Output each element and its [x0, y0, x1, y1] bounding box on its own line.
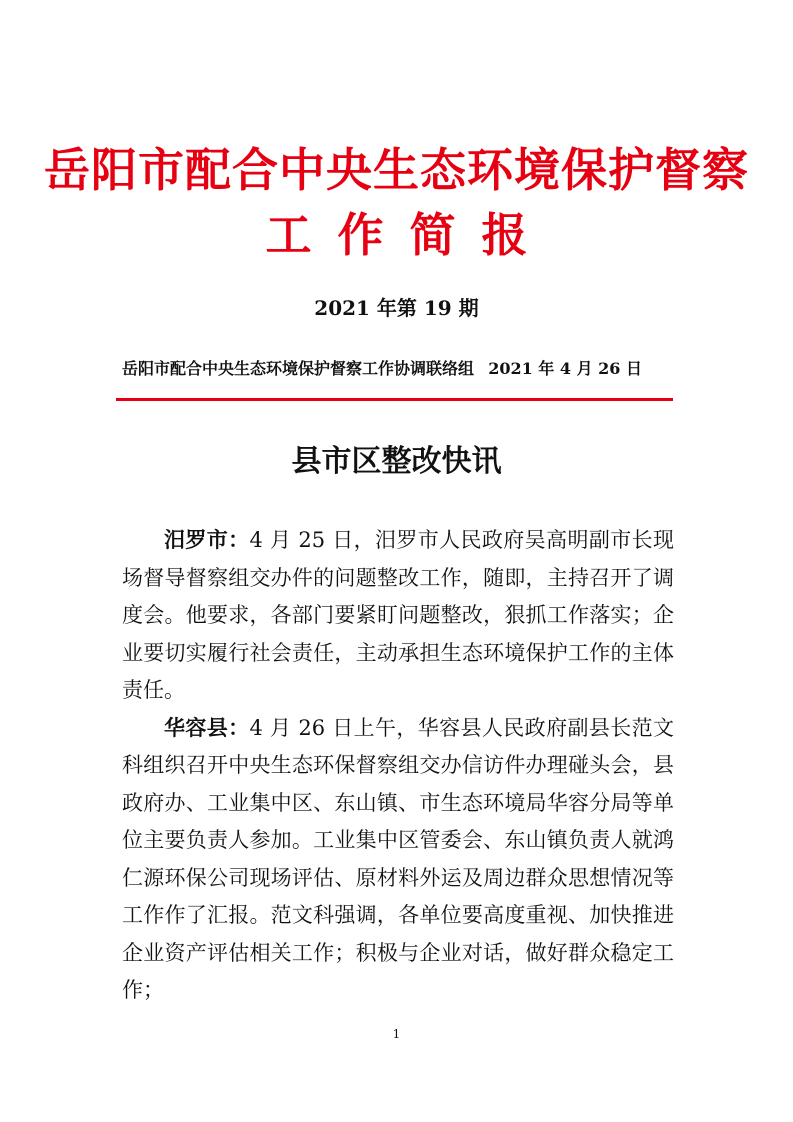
masthead-title: 岳阳市配合中央生态环境保护督察 — [44, 143, 749, 197]
issue-date: 2021 年 4 月 26 日 — [488, 359, 642, 378]
issuing-organization: 岳阳市配合中央生态环境保护督察工作协调联络组 — [122, 359, 475, 378]
article-body — [122, 522, 674, 1010]
issue-number: 2021 年第 19 期 — [314, 296, 479, 320]
paragraph-lead: 汨罗市： — [164, 528, 250, 552]
issuer-row — [122, 356, 672, 382]
paragraph-text: 4 月 25 日，汨罗市人民政府吴高明副市长现场督导督察组交办件的问题整改工作，随即，主持召开了调度会。他要求，各部门要紧盯问题整改，狠抓工作落实；企业要切实履行社会责任，主动承担生态环境保护工作的主体责任。 — [122, 528, 674, 702]
red-divider — [116, 398, 673, 401]
paragraph-huarong — [122, 710, 674, 1010]
paragraph-text: 4 月 26 日上午，华容县人民政府副县长范文科组织召开中央生态环保督察组交办信访件办理碰头会，县政府办、工业集中区、东山镇、市生态环境局华容分局等单位主要负责人参加。工业集中区管委会、东山镇负责人就鸿仁源环保公司现场评估、原材料外运及周边群众思想情况等工作作了汇报。范文科强调，各单位要高度重视、加快推进企业资产评估相关工作；积极与企业对话，做好群众稳定工作； — [122, 715, 674, 1002]
paragraph-lead: 华容县： — [164, 715, 250, 740]
section-title: 县市区整改快讯 — [291, 444, 502, 479]
paragraph-miluo — [122, 522, 674, 710]
masthead-subtitle: 工作简报 — [265, 208, 554, 262]
page-number: 1 — [392, 1027, 401, 1041]
